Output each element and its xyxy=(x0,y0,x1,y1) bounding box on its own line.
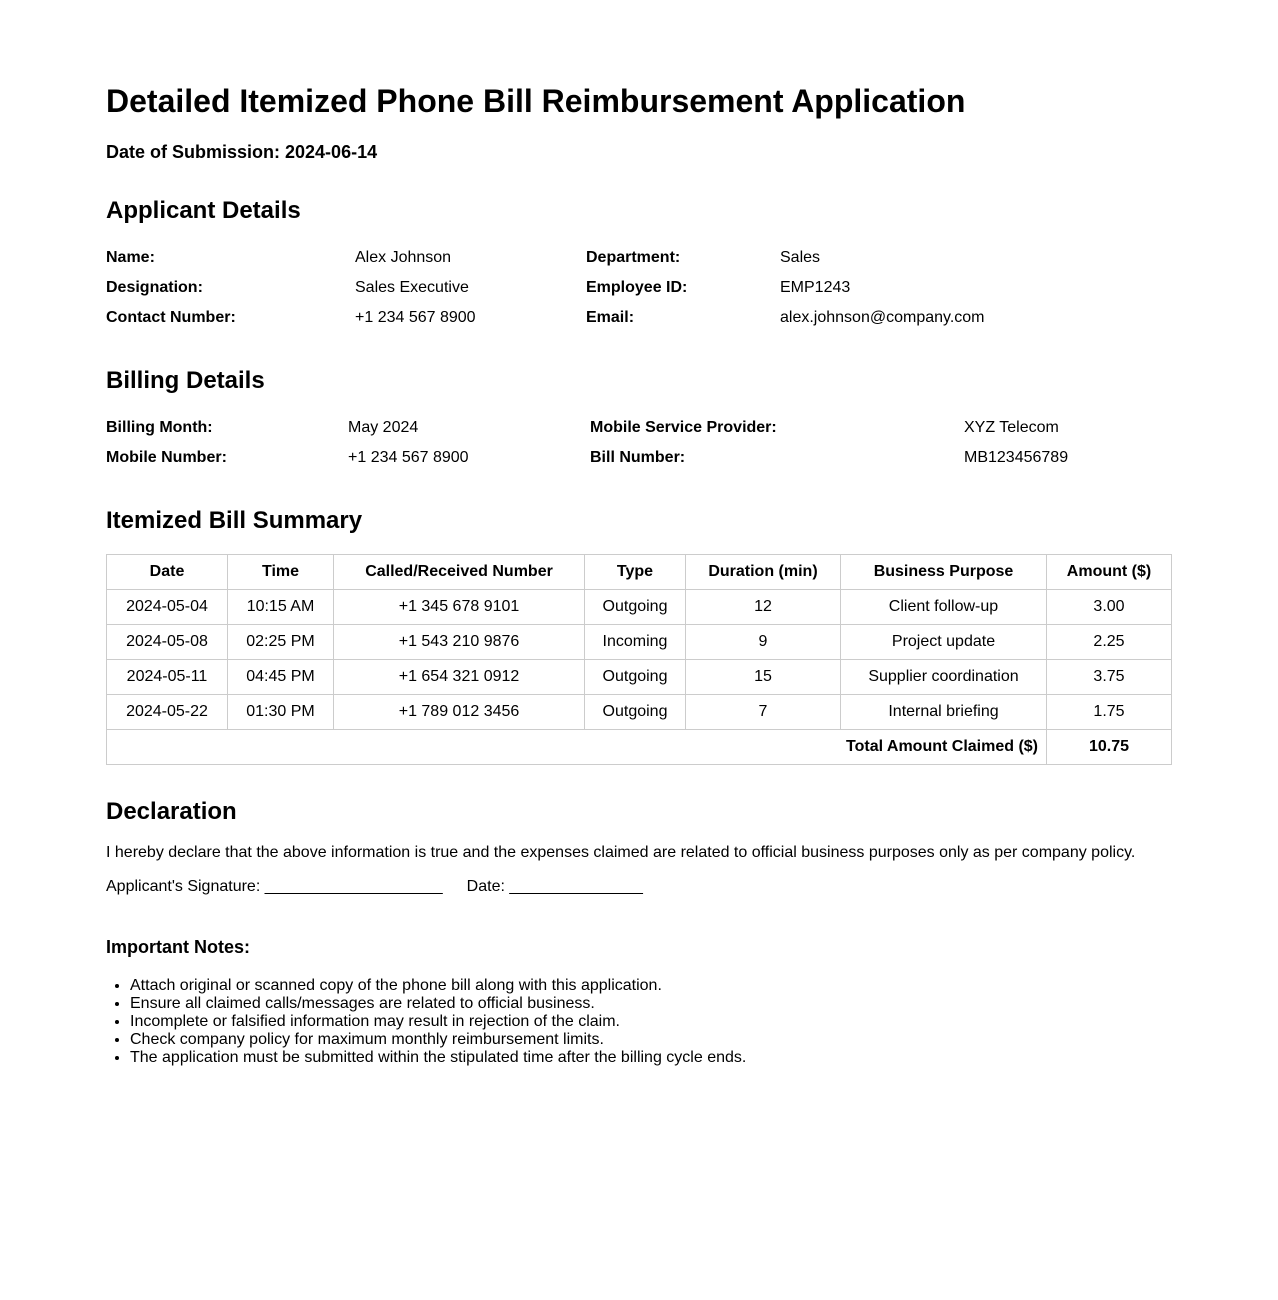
billing-heading: Billing Details xyxy=(106,367,265,394)
list-item: • Attach original or scanned copy of the phone bill along with this application. xyxy=(130,977,746,995)
cell-number: +1 345 678 9101 xyxy=(334,590,585,625)
cell-duration: 15 xyxy=(686,660,841,695)
cell-number: +1 654 321 0912 xyxy=(334,660,585,695)
cell-date: 2024-05-11 xyxy=(107,660,228,695)
table-row xyxy=(107,695,1172,730)
column-header: Date xyxy=(107,555,228,590)
column-header: Type xyxy=(585,555,686,590)
mobile-number-value: +1 234 567 8900 xyxy=(348,449,469,466)
column-header: Called/Received Number xyxy=(334,555,585,590)
cell-type: Outgoing xyxy=(585,590,686,625)
applicant-row xyxy=(106,243,1172,273)
billing-month-label: Billing Month: xyxy=(106,419,213,436)
name-label: Name: xyxy=(106,249,155,266)
employee-id-label: Employee ID: xyxy=(586,279,688,296)
cell-amount: 1.75 xyxy=(1047,695,1172,730)
email-label: Email: xyxy=(586,309,635,326)
declaration-text: I hereby declare that the above information is true and the expenses claimed are related to official business purposes only as per company policy. xyxy=(106,844,1136,861)
list-item: • Check company policy for maximum monthly reimbursement limits. xyxy=(130,1031,746,1049)
name-value: Alex Johnson xyxy=(355,249,452,266)
cell-amount: 2.25 xyxy=(1047,625,1172,660)
contact-value: +1 234 567 8900 xyxy=(355,309,476,326)
cell-type: Outgoing xyxy=(585,660,686,695)
cell-type: Outgoing xyxy=(585,695,686,730)
cell-purpose: Internal briefing xyxy=(841,695,1047,730)
table-row xyxy=(107,590,1172,625)
cell-duration: 12 xyxy=(686,590,841,625)
list-item: • The application must be submitted within the stipulated time after the billing cycle ends. xyxy=(130,1049,746,1067)
total-row xyxy=(107,730,1172,765)
table-header-row xyxy=(107,555,1172,590)
contact-label: Contact Number: xyxy=(106,309,236,326)
declaration-heading: Declaration xyxy=(106,798,237,825)
email-value: alex.johnson@company.com xyxy=(780,309,985,326)
billing-row xyxy=(106,413,1172,443)
notes-heading: Important Notes: xyxy=(106,937,250,957)
cell-duration: 7 xyxy=(686,695,841,730)
provider-label: Mobile Service Provider: xyxy=(590,419,777,436)
department-label: Department: xyxy=(586,249,681,266)
cell-purpose: Supplier coordination xyxy=(841,660,1047,695)
list-item: • Ensure all claimed calls/messages are related to official business. xyxy=(130,995,746,1013)
employee-id-value: EMP1243 xyxy=(780,279,851,296)
column-header: Duration (min) xyxy=(686,555,841,590)
column-header: Time xyxy=(228,555,334,590)
cell-purpose: Project update xyxy=(841,625,1047,660)
billing-month-value: May 2024 xyxy=(348,419,419,436)
cell-number: +1 543 210 9876 xyxy=(334,625,585,660)
cell-amount: 3.75 xyxy=(1047,660,1172,695)
bill-number-label: Bill Number: xyxy=(590,449,686,466)
billing-details xyxy=(106,413,1172,473)
column-header: Business Purpose xyxy=(841,555,1047,590)
bill-number-value: MB123456789 xyxy=(964,449,1069,466)
billing-row xyxy=(106,443,1172,473)
date-field: Date: _______________ xyxy=(466,878,643,895)
signature-field: Applicant's Signature: ____________________ xyxy=(106,878,443,895)
submission-date: Date of Submission: 2024-06-14 xyxy=(106,142,378,162)
notes-list xyxy=(106,977,746,1067)
cell-amount: 3.00 xyxy=(1047,590,1172,625)
page-title: Detailed Itemized Phone Bill Reimbursement Application xyxy=(106,83,966,119)
mobile-number-label: Mobile Number: xyxy=(106,449,227,466)
column-header: Amount ($) xyxy=(1047,555,1172,590)
applicant-row xyxy=(106,273,1172,303)
applicant-row xyxy=(106,303,1172,333)
applicant-details xyxy=(106,243,1172,333)
total-amount: 10.75 xyxy=(1047,730,1172,765)
cell-purpose: Client follow-up xyxy=(841,590,1047,625)
cell-time: 04:45 PM xyxy=(228,660,334,695)
cell-date: 2024-05-04 xyxy=(107,590,228,625)
summary-heading: Itemized Bill Summary xyxy=(106,507,363,534)
designation-value: Sales Executive xyxy=(355,279,469,296)
provider-value: XYZ Telecom xyxy=(964,419,1059,436)
cell-type: Incoming xyxy=(585,625,686,660)
total-label: Total Amount Claimed ($) xyxy=(107,730,1047,765)
cell-number: +1 789 012 3456 xyxy=(334,695,585,730)
cell-time: 02:25 PM xyxy=(228,625,334,660)
table-row xyxy=(107,625,1172,660)
cell-date: 2024-05-08 xyxy=(107,625,228,660)
table-row xyxy=(107,660,1172,695)
cell-duration: 9 xyxy=(686,625,841,660)
cell-time: 01:30 PM xyxy=(228,695,334,730)
signature-line xyxy=(106,878,643,896)
itemized-bill-table xyxy=(106,554,1172,765)
designation-label: Designation: xyxy=(106,279,203,296)
list-item: • Incomplete or falsified information may result in rejection of the claim. xyxy=(130,1013,746,1031)
applicant-heading: Applicant Details xyxy=(106,197,301,224)
cell-date: 2024-05-22 xyxy=(107,695,228,730)
department-value: Sales xyxy=(780,249,821,266)
cell-time: 10:15 AM xyxy=(228,590,334,625)
